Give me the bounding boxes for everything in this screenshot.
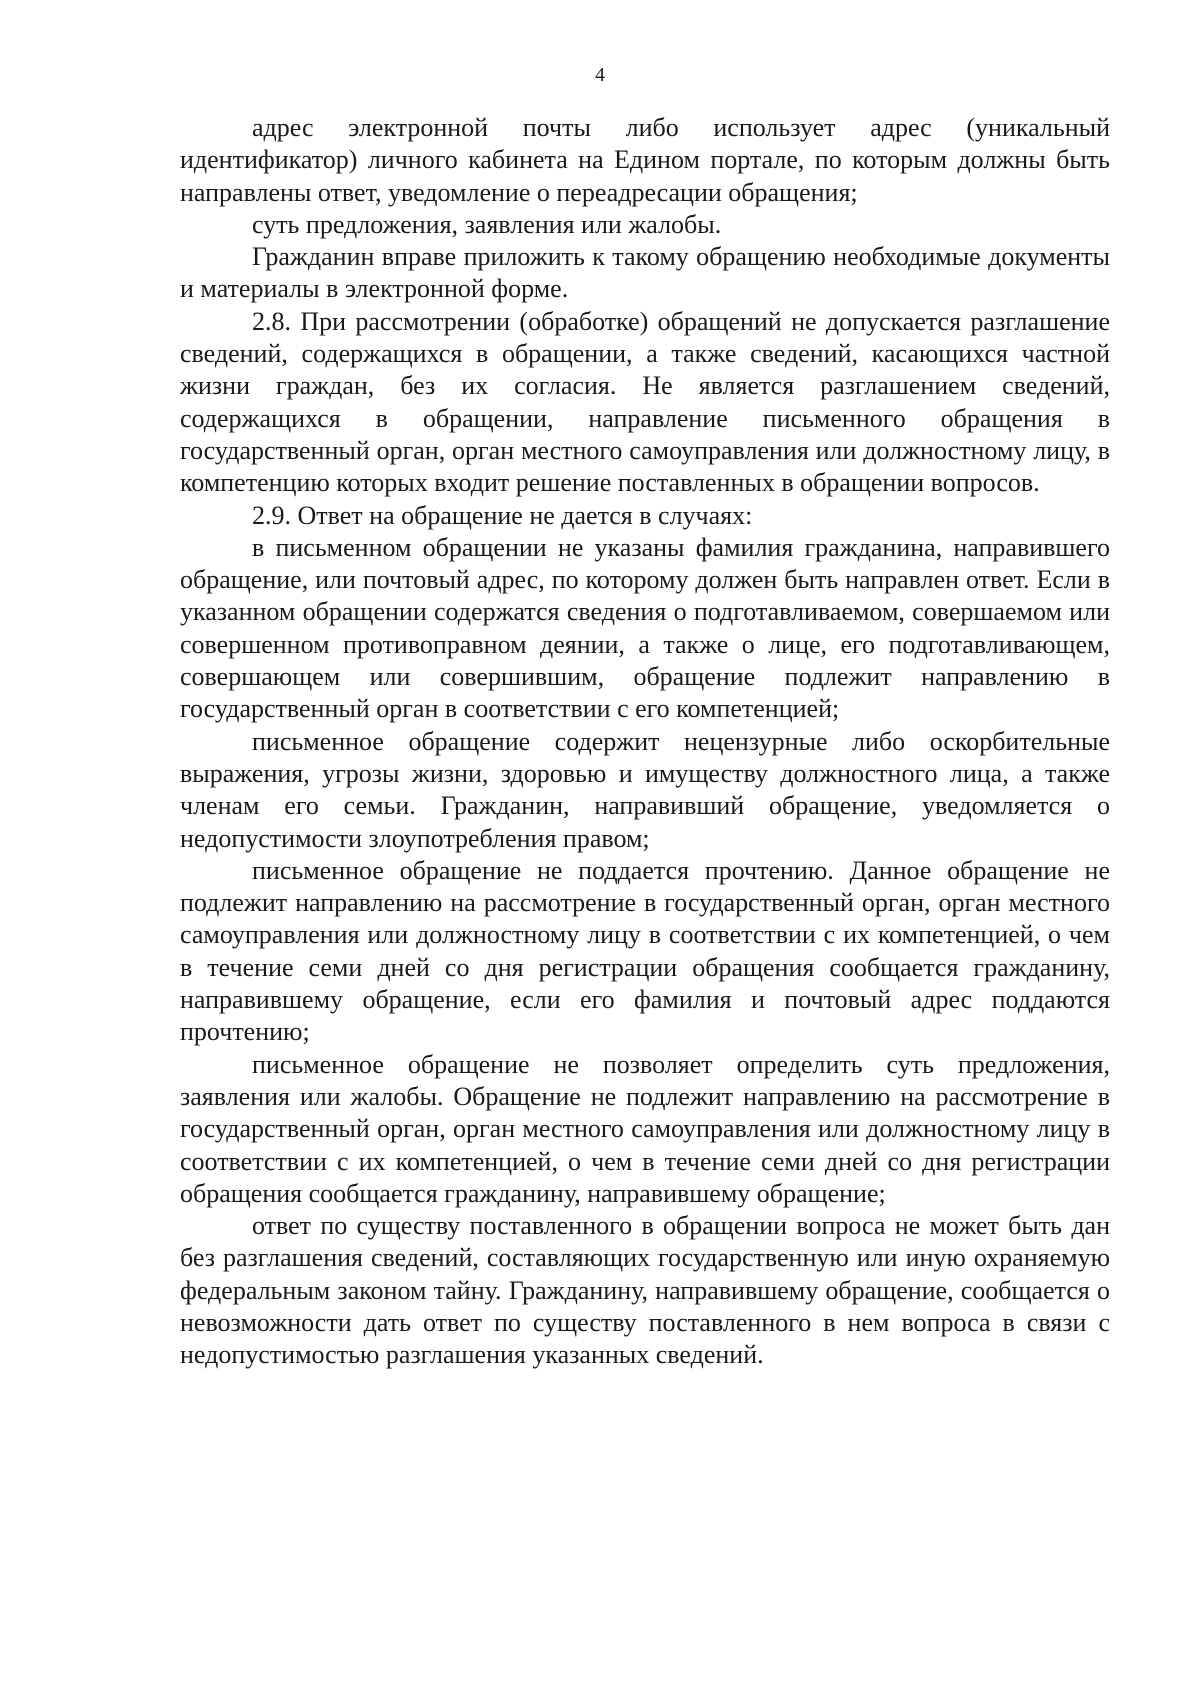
paragraph-2-8: 2.8. При рассмотрении (обработке) обращений не допускается разглашение сведений, содержащихся в обращении, а также сведений, касающихся частной жизни граждан, без их согласия. Не является разглашением сведений, содержащихся в обращении, направление письменного обращения в государственный орган, орган местного самоуправления или должностному лицу, в компетенцию которых входит решение поставленных в обращении вопросов. [180, 306, 1110, 498]
paragraph-offensive: письменное обращение содержит нецензурные либо оскорбительные выражения, угрозы жизни, здоровью и имуществу должностного лица, а также членам его семьи. Гражданин, направивший обращение, уведомляется о недопустимости злоупотребления правом; [180, 726, 1110, 853]
paragraph-unreadable: письменное обращение не поддается прочтению. Данное обращение не подлежит направлению на рассмотрение в государственный орган, орган местного самоуправления или должностному лицу в соответствии с их компетенцией, о чем в течение семи дней со дня регистрации обращения сообщается гражданину, направившему обращение, если его фамилия и почтовый адрес поддаются прочтению; [180, 855, 1110, 1047]
paragraph-2-9: 2.9. Ответ на обращение не дается в случаях: [252, 500, 753, 530]
paragraph-unclear-essence: письменное обращение не позволяет определить суть предложения, заявления или жалобы. Обращение не подлежит направлению на рассмотрение в государственный орган, орган местного самоуправления или должностному лицу в соответствии с их компетенцией, о чем в течение семи дней со дня регистрации обращения сообщается гражданину, направившему обращение; [180, 1049, 1110, 1208]
paragraph-secret: ответ по существу поставленного в обращении вопроса не может быть дан без разглашения сведений, составляющих государственную или иную охраняемую федеральным законом тайну. Гражданину, направившему обращение, сообщается о невозможности дать ответ по существу поставленного в нем вопроса в связи с недопустимостью разглашения указанных сведений. [180, 1211, 1110, 1370]
paragraph-essence: суть предложения, заявления или жалобы. [252, 209, 722, 239]
paragraph-email-address: адрес электронной почты либо использует адрес (уникальный идентификатор) личного кабинета на Едином портале, по которым должны быть направлены ответ, уведомление о переадресации обращения; [180, 113, 1110, 207]
paragraph-no-name: в письменном обращении не указаны фамилия гражданина, направившего обращение, или почтовый адрес, по которому должен быть направлен ответ. Если в указанном обращении содержатся сведения о подготавливаемом, совершаемом или совершенном противоправном деянии, а также о лице, его подготавливающем, совершающем или совершившим, обращение подлежит направлению в государственный орган в соответствии с его компетенцией; [180, 532, 1110, 724]
page-number: 4 [595, 64, 605, 86]
paragraph-attachments: Гражданин вправе приложить к такому обращению необходимые документы и материалы в электронной форме. [180, 242, 1110, 304]
document-body [180, 112, 1110, 1372]
